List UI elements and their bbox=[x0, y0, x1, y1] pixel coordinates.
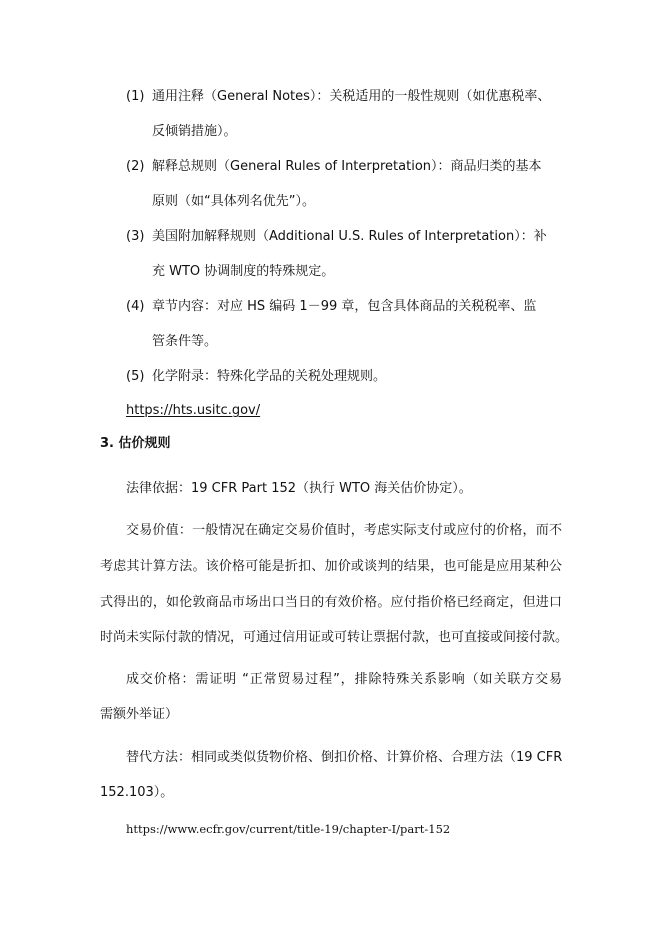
list-item-1 bbox=[126, 88, 550, 106]
transaction-value-line-1: 交易价值：一般情况在确定交易价值时，考虑实际支付或应付的价格，而不 bbox=[126, 523, 562, 538]
ecfr-link[interactable]: https://www.ecfr.gov/current/title-19/chapter-I/part-152 bbox=[126, 822, 451, 836]
deal-price-line-1: 成交价格：需证明 “正常贸易过程”，排除特殊关系影响（如关联方交易 bbox=[126, 672, 562, 687]
list-number: (2) bbox=[126, 159, 145, 174]
list-item-1-continuation: 反倾销措施）。 bbox=[152, 124, 237, 139]
list-item-5 bbox=[126, 368, 386, 386]
list-item-3-continuation: 充 WTO 协调制度的特殊规定。 bbox=[152, 264, 335, 279]
list-number: (4) bbox=[126, 299, 145, 314]
hts-link[interactable]: https://hts.usitc.gov/ bbox=[126, 403, 261, 418]
list-item-2-continuation: 原则（如“具体列名优先”）。 bbox=[152, 194, 315, 209]
legal-basis-paragraph: 法律依据：19 CFR Part 152（执行 WTO 海关估价协定）。 bbox=[126, 481, 472, 496]
list-number: (5) bbox=[126, 369, 145, 384]
list-text: 通用注释（General Notes）：关税适用的一般性规则（如优惠税率、 bbox=[152, 89, 551, 104]
list-item-4-continuation: 管条件等。 bbox=[152, 334, 218, 349]
transaction-value-line-4: 时尚未实际付款的情况，可通过信用证或可转让票据付款，也可直接或间接付款。 bbox=[100, 630, 569, 645]
alternative-method-line-2: 152.103）。 bbox=[100, 785, 174, 800]
list-text: 化学附录：特殊化学品的关税处理规则。 bbox=[152, 369, 387, 384]
section-heading: 3. 估价规则 bbox=[100, 436, 171, 451]
list-item-4 bbox=[126, 298, 536, 316]
transaction-value-line-2: 考虑其计算方法。该价格可能是折扣、加价或谈判的结果，也可能是应用某种公 bbox=[100, 559, 562, 574]
list-text: 美国附加解释规则（Additional U.S. Rules of Interpretation）：补 bbox=[152, 229, 547, 244]
list-item-2 bbox=[126, 158, 542, 176]
list-number: (1) bbox=[126, 89, 145, 104]
list-number: (3) bbox=[126, 229, 145, 244]
list-item-3 bbox=[126, 228, 547, 246]
deal-price-line-2: 需额外举证） bbox=[100, 707, 179, 722]
list-text: 解释总规则（General Rules of Interpretation）：商品归类的基本 bbox=[152, 159, 542, 174]
alternative-method-line-1: 替代方法：相同或类似货物价格、倒扣价格、计算价格、合理方法（19 CFR bbox=[126, 750, 563, 765]
list-text: 章节内容：对应 HS 编码 1－99 章，包含具体商品的关税税率、监 bbox=[152, 299, 537, 314]
transaction-value-line-3: 式得出的，如伦敦商品市场出口当日的有效价格。应付指价格已经商定，但进口 bbox=[100, 595, 562, 610]
